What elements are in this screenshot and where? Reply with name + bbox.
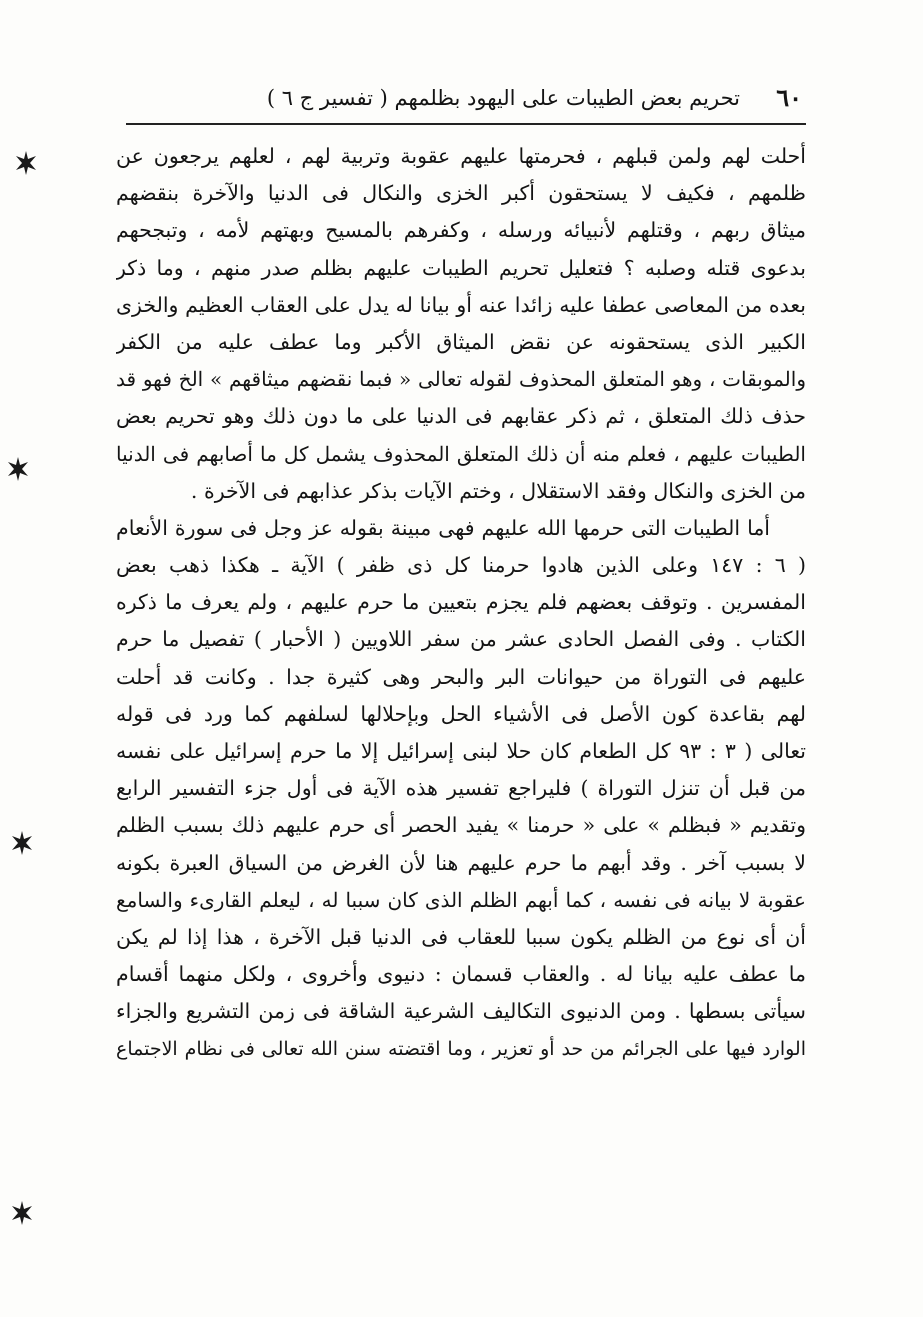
text-line: ( ٦ : ١٤٧ وعلى الذين هادوا حرمنا كل ذى ظفر ) الآية ـ هكذا ذهب بعض [116, 553, 806, 578]
page-header [130, 78, 802, 118]
text-line: عليهم فى التوراة من حيوانات البر والبحر وهى كثيرة جدا . وكانت قد أحلت [116, 664, 806, 689]
text-line: تعالى ( ٣ : ٩٣ كل الطعام كان حلا لبنى إسرائيل إلا ما حرم إسرائيل على نفسه [116, 739, 806, 763]
text-line: وتقديم « فبظلم » على « حرمنا » يفيد الحصر أى حرم عليهم ذلك بسبب الظلم [116, 813, 806, 838]
text-line: الكتاب . وفى الفصل الحادى عشر من سفر اللاويين ( الأحبار ) تفصيل ما حرم [116, 627, 806, 652]
text-line: لا بسبب آخر . وقد أبهم ما حرم عليهم هنا لأن الغرض من السياق العبرة بكونه [116, 850, 806, 875]
paragraph-start-line: أما الطيبات التى حرمها الله عليهم فهى مبينة بقوله عز وجل فى سورة الأنعام [116, 515, 770, 540]
arabesque-star-icon [14, 150, 38, 176]
text-line: والموبقات ، وهو المتعلق المحذوف لقوله تعالى « فبما نقضهم ميثاقهم » الخ فهو قد [116, 367, 806, 392]
text-line: المفسرين . وتوقف بعضهم فلم يجزم بتعيين ما حرم عليهم ، ولم يعرف ما ذكره [116, 590, 806, 615]
arabesque-star-icon [10, 1200, 34, 1226]
text-line: عقوبة لا بيانه فى نفسه ، كما أبهم الظلم الذى كان سببا له ، ليعلم القارىء والسامع [116, 887, 806, 912]
text-line: الكبير الذى يستحقونه عن نقض الميثاق الأكبر وما عطف عليه من الكفر [116, 329, 806, 354]
page-number: ٦٠ [776, 83, 802, 112]
text-line: من الخزى والنكال وفقد الاستقلال ، وختم الآيات بذكر عذابهم فى الآخرة . [190, 478, 806, 503]
text-line: الوارد فيها على الجرائم من حد أو تعزير ، وما اقتضته سنن الله تعالى فى نظام الاجتماع [116, 1037, 806, 1060]
text-line: ميثاق ربهم ، وقتلهم لأنبيائه ورسله ، وكفرهم بالمسيح وبهتهم لأمه ، وتبجحهم [116, 218, 806, 243]
text-line: ما عطف عليه بيانا له . والعقاب قسمان : دنيوى وأخروى ، ولكل منهما أقسام [116, 962, 806, 987]
text-line: بعده من المعاصى عطفا عليه زائدا عنه أو بيانا له يدل على العقاب العظيم والخزى [116, 292, 806, 317]
text-line: بدعوى قتله وصلبه ؟ فتعليل تحريم الطيبات عليهم بظلم صدر منهم ، وما ذكر [116, 255, 806, 280]
text-line: من قبل أن تنزل التوراة ) فليراجع تفسير هذه الآية فى أول جزء التفسير الرابع [116, 776, 806, 801]
text-line: لهم بقاعدة كون الأصل فى الأشياء الحل وبإحلالها لسلفهم كما ورد فى قوله [116, 701, 806, 726]
text-line: ظلمهم ، فكيف لا يستحقون أكبر الخزى والنكال فى الدنيا والآخرة بنقضهم [116, 181, 806, 206]
text-line: حذف ذلك المتعلق ، ثم ذكر عقابهم فى الدنيا على ما دون ذلك وهو تحريم بعض [116, 404, 806, 429]
arabesque-star-icon [6, 456, 30, 482]
text-line: الطيبات عليهم ، فعلم منه أن ذلك المتعلق المحذوف يشمل كل ما أصابهم فى الدنيا [116, 441, 806, 466]
text-line: أحلت لهم ولمن قبلهم ، فحرمتها عليهم عقوبة وتربية لهم ، لعلهم يرجعون عن [116, 144, 806, 168]
header-divider [126, 123, 806, 125]
text-line: سيأتى بسطها . ومن الدنيوى التكاليف الشرعية الشاقة فى زمن التشريع والجزاء [116, 999, 806, 1024]
running-title: تحريم بعض الطيبات على اليهود بظلمهم ( تفسير ج ٦ ) [266, 86, 740, 110]
text-line: أن أى نوع من الظلم يكون سببا للعقاب فى الدنيا قبل الآخرة ، هذا إذا لم يكن [116, 924, 806, 949]
body-text [116, 138, 806, 1068]
arabesque-star-icon [10, 830, 34, 856]
